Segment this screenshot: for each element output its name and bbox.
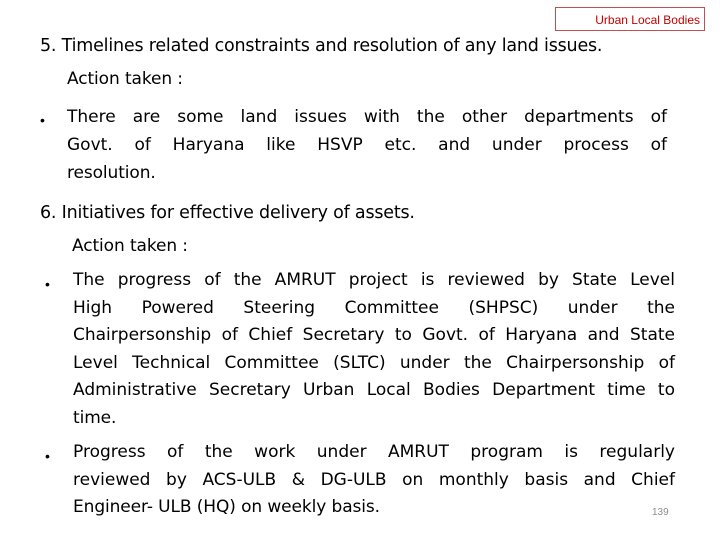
section-6-action-label: Action taken : xyxy=(72,236,188,256)
section-6-bullet-1-line-6: time. xyxy=(73,408,117,428)
section-5-heading: 5. Timelines related constraints and resolution of any land issues. xyxy=(40,36,603,56)
section-6-bullet-1-line-1: The progress of the AMRUT project is reviewed by State Level xyxy=(73,270,675,290)
bullet-marker: • xyxy=(40,112,45,128)
section-6-bullet-2-line-2: reviewed by ACS-ULB & DG-ULB on monthly basis and Chief xyxy=(73,470,675,490)
section-5-bullet-1-line-2: Govt. of Haryana like HSVP etc. and under process of xyxy=(67,135,667,155)
section-5-bullet-1-line-3: resolution. xyxy=(67,163,156,183)
section-6-bullet-1-line-5: Administrative Secretary Urban Local Bodies Department time to xyxy=(73,380,675,400)
page-number: 139 xyxy=(652,507,669,518)
section-5-bullet-1-line-1: There are some land issues with the other departments of xyxy=(67,107,667,127)
header-tag: Urban Local Bodies xyxy=(555,7,705,31)
section-6-heading: 6. Initiatives for effective delivery of assets. xyxy=(40,203,415,223)
section-6-bullet-2-line-3: Engineer- ULB (HQ) on weekly basis. xyxy=(73,497,380,517)
section-6-bullet-2-line-1: Progress of the work under AMRUT program is regularly xyxy=(73,442,675,462)
section-5-action-label: Action taken : xyxy=(67,69,183,89)
bullet-marker: • xyxy=(45,276,50,292)
section-6-bullet-1-line-2: High Powered Steering Committee (SHPSC) under the xyxy=(73,298,675,318)
bullet-marker: • xyxy=(45,448,50,464)
section-6-bullet-1-line-3: Chairpersonship of Chief Secretary to Govt. of Haryana and State xyxy=(73,325,675,345)
section-6-bullet-1-line-4: Level Technical Committee (SLTC) under the Chairpersonship of xyxy=(73,353,675,373)
